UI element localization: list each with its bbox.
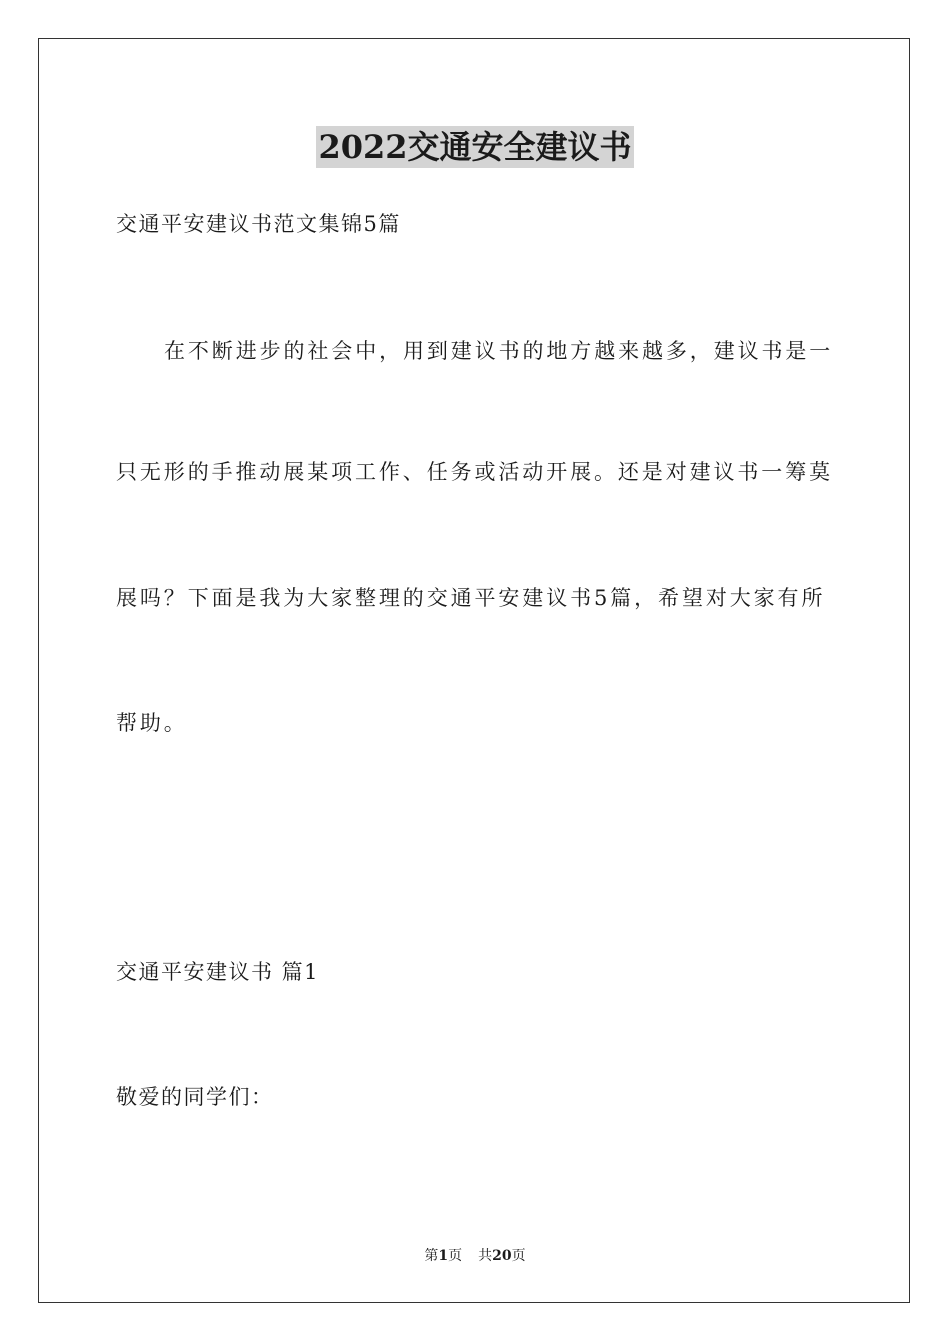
document-subtitle: 交通平安建议书范文集锦5篇 [116,212,401,236]
footer-total-suffix: 页 [511,1248,526,1264]
footer-page-suffix: 页 [448,1248,463,1264]
title-container [0,126,950,168]
footer-total-pages: 20 [492,1248,512,1264]
footer-page-prefix: 第 [424,1248,439,1264]
footer-total-prefix: 共 [478,1248,493,1264]
document-title: 2022交通安全建议书 [318,128,632,166]
intro-line-3: 展吗？下面是我为大家整理的交通平安建议书5篇，希望对大家有所 [116,586,826,610]
intro-line-2: 只无形的手推动展某项工作、任务或活动开展。还是对建议书一筹莫 [116,460,833,484]
section-heading: 交通平安建议书 篇1 [116,960,320,984]
intro-line-4: 帮助。 [116,711,188,735]
intro-line-1: 在不断进步的社会中，用到建议书的地方越来越多，建议书是一 [164,339,834,363]
salutation: 敬爱的同学们： [116,1085,274,1109]
footer-page-number: 1 [438,1248,449,1264]
page-footer [0,1246,950,1266]
